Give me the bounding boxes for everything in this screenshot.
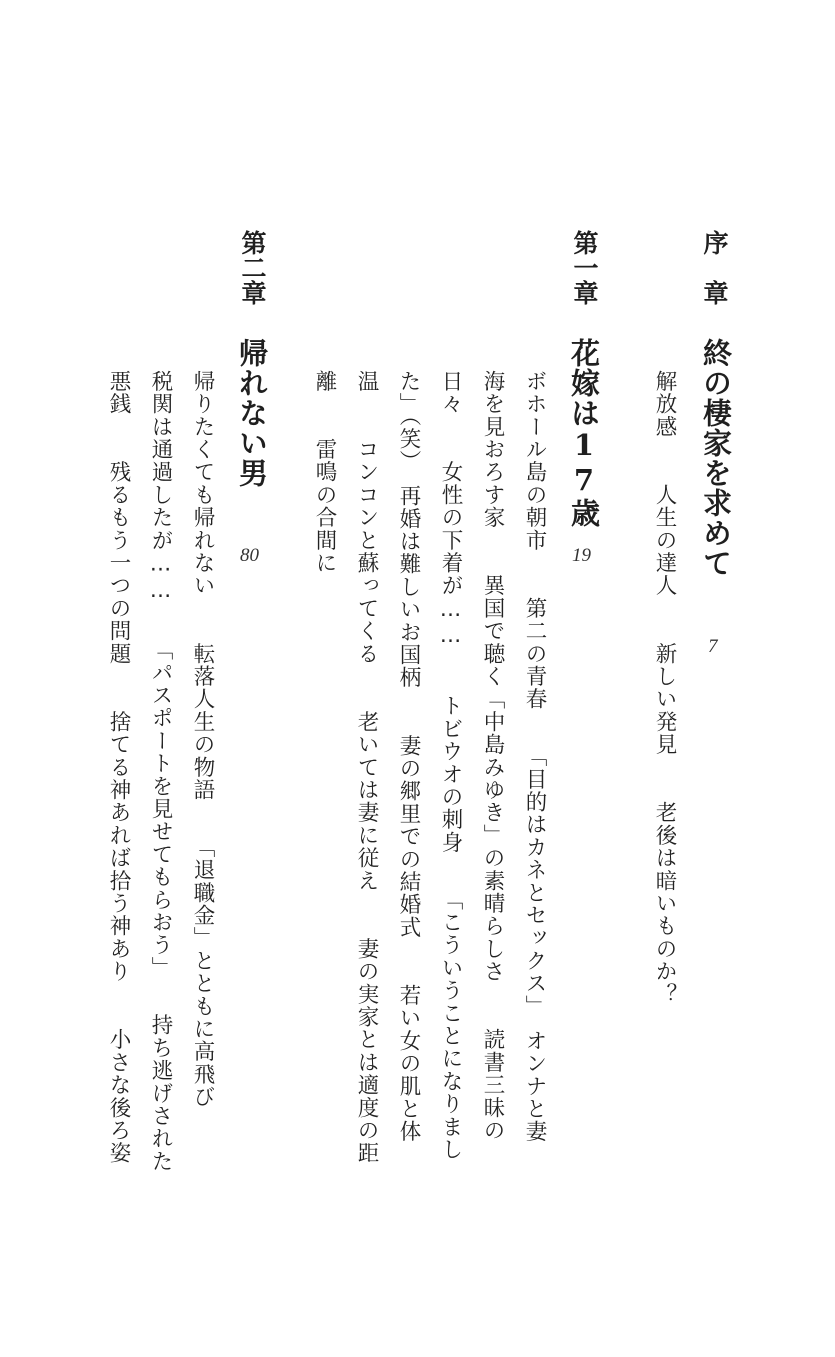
chapter-page-2: 80 xyxy=(240,545,259,566)
chapter-1-line-1: ボホール島の朝市 第二の青春 「目的はカネとセックス」 オンナと妻 xyxy=(522,370,547,1143)
chapter-label-prologue: 序 章 xyxy=(700,230,729,305)
chapter-title-2: 帰れない男 xyxy=(235,338,269,488)
chapter-1-line-2: 海を見おろす家 異国で聴く「中島みゆき」の素晴らしさ 読書三昧の xyxy=(480,370,505,1142)
chapter-label-2: 第二章 xyxy=(238,230,267,305)
chapter-title-1: 花嫁は17歳 xyxy=(567,338,601,528)
chapter-1-line-5: 温 コンコンと蘇ってくる 老いては妻に従え 妻の実家とは適度の距 xyxy=(354,370,379,1165)
chapter-page-1: 19 xyxy=(572,545,591,566)
chapter-2-line-3: 悪銭 残るもう一つの問題 捨てる神あれば拾う神あり 小さな後ろ姿 xyxy=(106,370,131,1165)
chapter-page-prologue: 7 xyxy=(708,636,718,657)
chapter-1-line-6: 離 雷鳴の合間に xyxy=(312,370,337,575)
chapter-title-prologue: 終の棲家を求めて xyxy=(699,338,733,578)
chapter-2-line-2: 税関は通過したが…… 「パスポートを見せてもらおう」 持ち逃げされた xyxy=(148,370,173,1173)
chapter-1-line-3: 日々 女性の下着が…… トビウオの刺身 「こういうことになりまし xyxy=(438,370,463,1161)
chapter-label-1: 第一章 xyxy=(570,230,599,305)
chapter-2-line-1: 帰りたくても帰れない 転落人生の物語 「退職金」とともに高飛び xyxy=(190,370,215,1109)
chapter-1-line-4: た」（笑） 再婚は難しいお国柄 妻の郷里での結婚式 若い女の肌と体 xyxy=(396,370,421,1143)
chapter-prologue-line-1: 解放感 人生の達人 新しい発見 老後は暗いものか？ xyxy=(652,370,677,1006)
